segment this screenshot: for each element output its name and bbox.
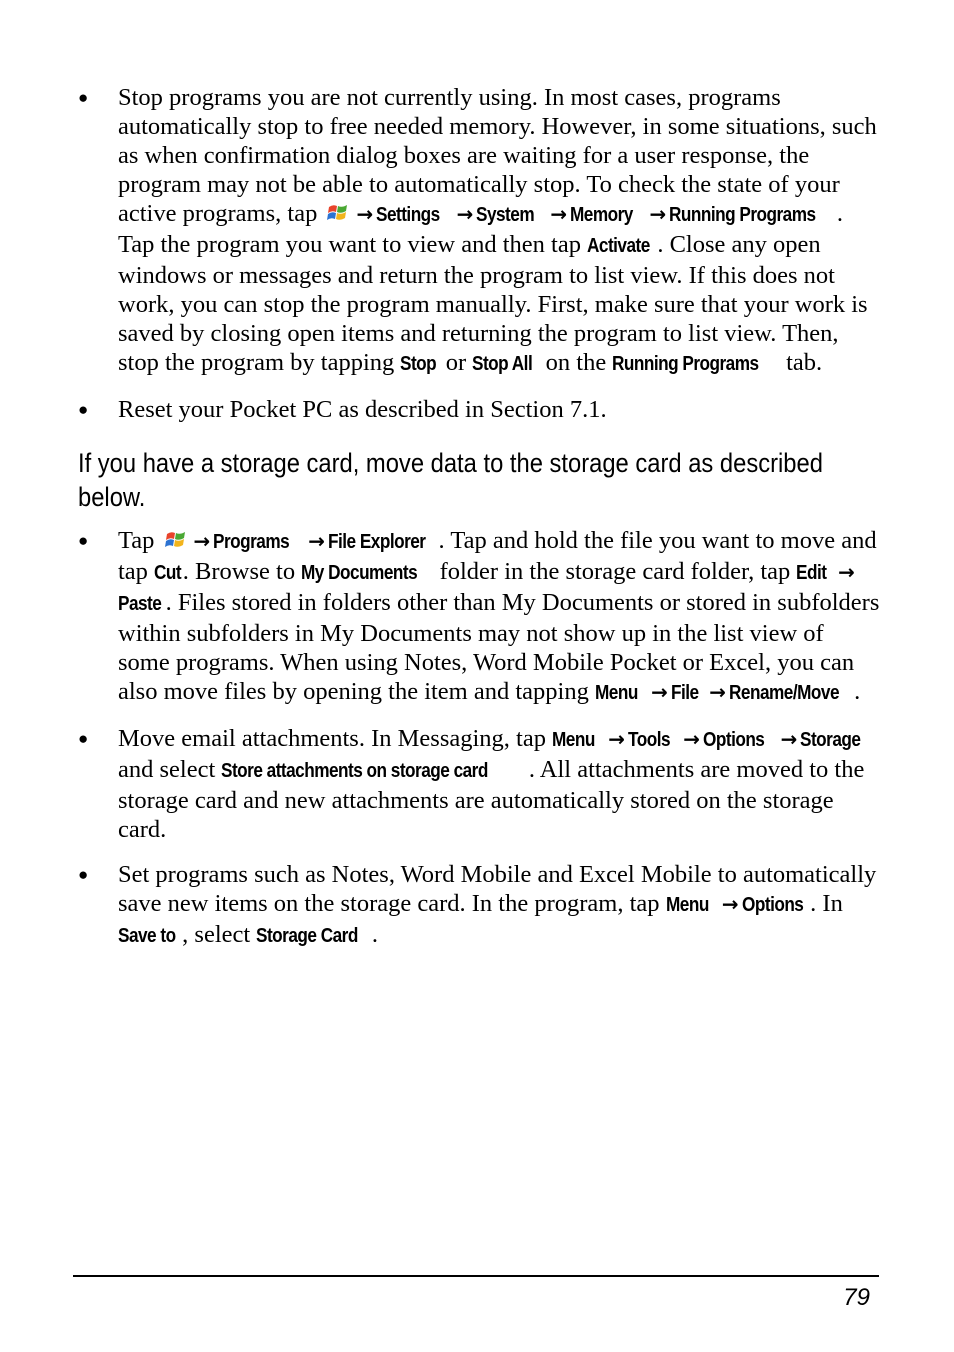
footer-rule — [73, 1275, 879, 1277]
ui-label-edit: Edit — [796, 562, 827, 584]
ui-label-rename-move: Rename/Move — [729, 682, 840, 704]
bullet-dot: ● — [78, 88, 89, 107]
ui-label-stop-all: Stop All — [472, 353, 533, 375]
arrow-icon: → — [709, 680, 727, 704]
ui-label-save-to: Save to — [118, 925, 176, 947]
body-text: Move email attachments. In Messaging, tap — [118, 725, 546, 752]
body-text: and select — [118, 756, 216, 783]
ui-label-file-explorer: File Explorer — [327, 531, 426, 553]
ui-label-options: Options — [702, 729, 765, 751]
body-text: or — [445, 349, 467, 376]
body-text: . All attachments are moved to the storage card and new attachments are automatically stored on the storage card. — [118, 756, 865, 843]
arrow-icon: → — [651, 680, 668, 704]
section-heading: If you have a storage card, move data to the storage card as described below. — [78, 448, 823, 512]
arrow-icon: → — [838, 560, 855, 584]
bullet-dot: ● — [78, 400, 89, 419]
ui-label-settings: Settings — [376, 204, 440, 226]
ui-label-options: Options — [741, 894, 803, 916]
body-text: . — [371, 921, 379, 948]
body-text: tab. — [786, 349, 823, 376]
arrow-icon: → — [721, 892, 739, 916]
ui-label-file: File — [670, 682, 699, 704]
body-text: on the — [545, 349, 607, 376]
ui-label-menu: Menu — [552, 729, 595, 751]
ui-label-programs: Programs — [213, 531, 290, 553]
arrow-icon: → — [308, 529, 325, 553]
ui-label-storage: Storage — [800, 729, 861, 751]
arrow-icon: → — [683, 727, 700, 751]
arrow-icon: → — [193, 529, 211, 553]
windows-start-flag-icon — [325, 201, 351, 223]
windows-start-flag-icon — [163, 528, 189, 550]
body-text: Tap — [118, 527, 155, 554]
arrow-icon: → — [550, 202, 568, 226]
ui-label-memory: Memory — [570, 204, 633, 226]
bullet-list-storage-card — [78, 526, 880, 967]
body-text: . Close any open windows or messages and return the program to list view. If this does not work, you can stop the program manually. First, make sure that your work is saved by closing open items and returning the program to list view. Then, stop the program by tapping — [118, 231, 868, 376]
body-text: Set programs such as Notes, Word Mobile and Excel Mobile to automatically save new items on the storage card. In the program, tap — [118, 861, 877, 917]
list-item-reset — [78, 395, 880, 424]
bullet-dot: ● — [78, 865, 89, 884]
body-text: , select — [182, 921, 251, 948]
body-text: folder in the storage card folder, tap — [439, 558, 791, 585]
body-text: Stop programs you are not currently using. In most cases, programs automatically stop to free needed memory. However, in some situations, such as when confirmation dialog boxes are waiting for a user response, the program may not be able to automatically stop. To check the state of your active programs, tap — [118, 84, 877, 227]
ui-label-activate: Activate — [587, 235, 650, 257]
arrow-icon: → — [780, 727, 798, 751]
ui-label-paste: Paste — [118, 593, 162, 615]
ui-label-menu: Menu — [665, 894, 709, 916]
arrow-icon: → — [456, 202, 474, 226]
ui-label-system: System — [476, 204, 535, 226]
list-item-email-attachments — [78, 724, 880, 844]
body-text: . Browse to — [182, 558, 296, 585]
ui-label-store-attachments: Store attachments on storage card — [221, 760, 489, 782]
page-number: 79 — [843, 1284, 870, 1311]
ui-label-tools: Tools — [628, 729, 671, 751]
body-text: Reset your Pocket PC as described in Section 7.1. — [118, 396, 607, 423]
body-text: . Tap and hold the file you want to move and tap — [118, 527, 877, 585]
bullet-dot: ● — [78, 531, 89, 550]
ui-label-running-programs-tab: Running Programs — [612, 353, 759, 375]
ui-label-cut: Cut — [154, 562, 182, 584]
ui-label-menu: Menu — [594, 682, 638, 704]
arrow-icon: → — [608, 727, 626, 751]
ui-label-my-documents: My Documents — [301, 562, 418, 584]
bullet-dot: ● — [78, 729, 89, 748]
list-item-stop-programs — [78, 83, 880, 379]
arrow-icon: → — [649, 202, 667, 226]
body-text: . Tap the program you want to view and then tap — [118, 200, 844, 258]
ui-label-stop: Stop — [400, 353, 437, 375]
arrow-icon: → — [356, 202, 374, 226]
body-text: . Files stored in folders other than My Documents or stored in subfolders within subfolders in My Documents may not show up in the list view of some programs. When using Notes, Word Mobile Pocket or Excel, you can also move files by opening the item and tapping — [118, 589, 880, 705]
ui-label-running-programs: Running Programs — [669, 204, 816, 226]
list-item-move-files — [78, 526, 880, 708]
list-item-save-to-card — [78, 860, 880, 951]
body-text: . In — [810, 890, 843, 917]
ui-label-storage-card: Storage Card — [256, 925, 359, 947]
body-text: . — [854, 678, 861, 705]
bullet-list-memory — [78, 83, 880, 440]
